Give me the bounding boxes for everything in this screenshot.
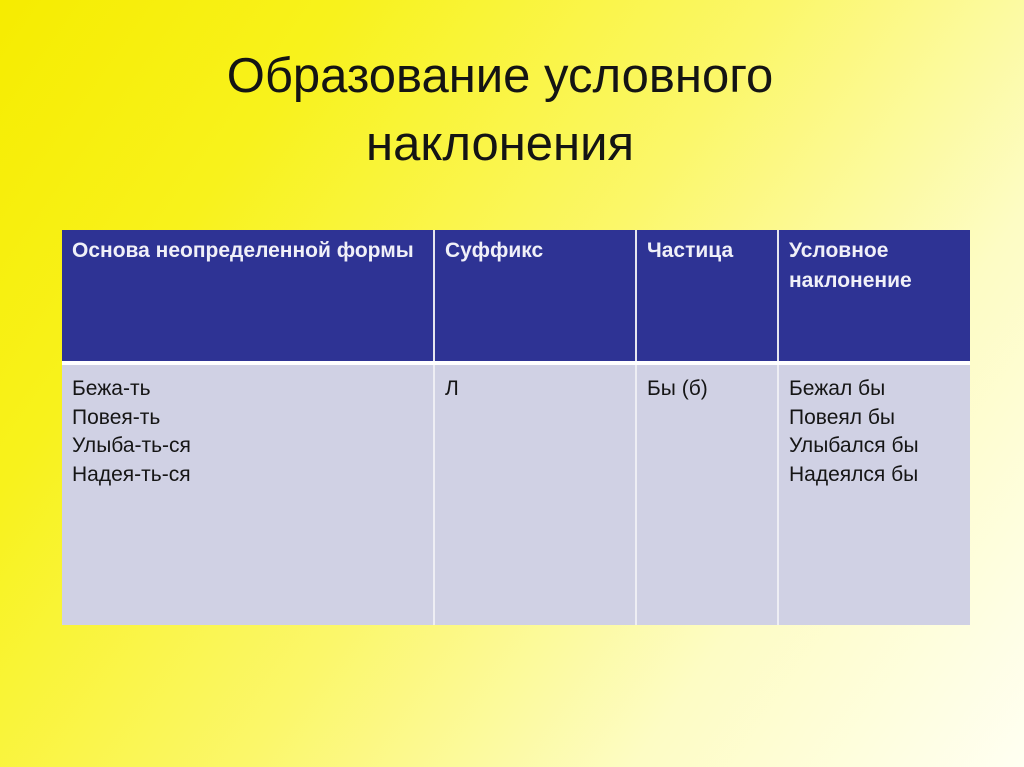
- conditional-form-item: Повеял бы: [789, 405, 895, 429]
- cell-infinitive-stems: [62, 363, 434, 625]
- cell-conditional-forms: [778, 363, 970, 625]
- conditional-mood-table: [62, 230, 970, 625]
- conditional-form-item: Улыбался бы: [789, 434, 919, 457]
- stem-item: Повея-ть: [72, 405, 161, 429]
- table-header-row: [62, 230, 970, 363]
- stem-item: Бежа-ть: [72, 377, 151, 400]
- header-particle: Частица: [636, 230, 778, 363]
- header-conditional-mood: Условное наклонение: [778, 230, 970, 363]
- header-suffix: Суффикс: [434, 230, 636, 363]
- cell-particle: [636, 363, 778, 625]
- stem-item: Улыба-ть-ся: [72, 434, 191, 457]
- cell-suffix: [434, 363, 636, 625]
- stem-item: Надея-ть-ся: [72, 462, 191, 486]
- conditional-form-item: Надеялся бы: [789, 462, 919, 486]
- conditional-form-item: Бежал бы: [789, 377, 886, 400]
- header-infinitive-stem: Основа неопределенной формы: [62, 230, 434, 363]
- table-row: [62, 363, 970, 625]
- suffix-item: Л: [445, 377, 459, 400]
- slide-title-line-1: Образование условного: [226, 49, 774, 103]
- particle-item: Бы (б): [647, 377, 708, 400]
- slide-title-line-2: наклонения: [366, 117, 634, 171]
- slide-title: [0, 42, 1000, 178]
